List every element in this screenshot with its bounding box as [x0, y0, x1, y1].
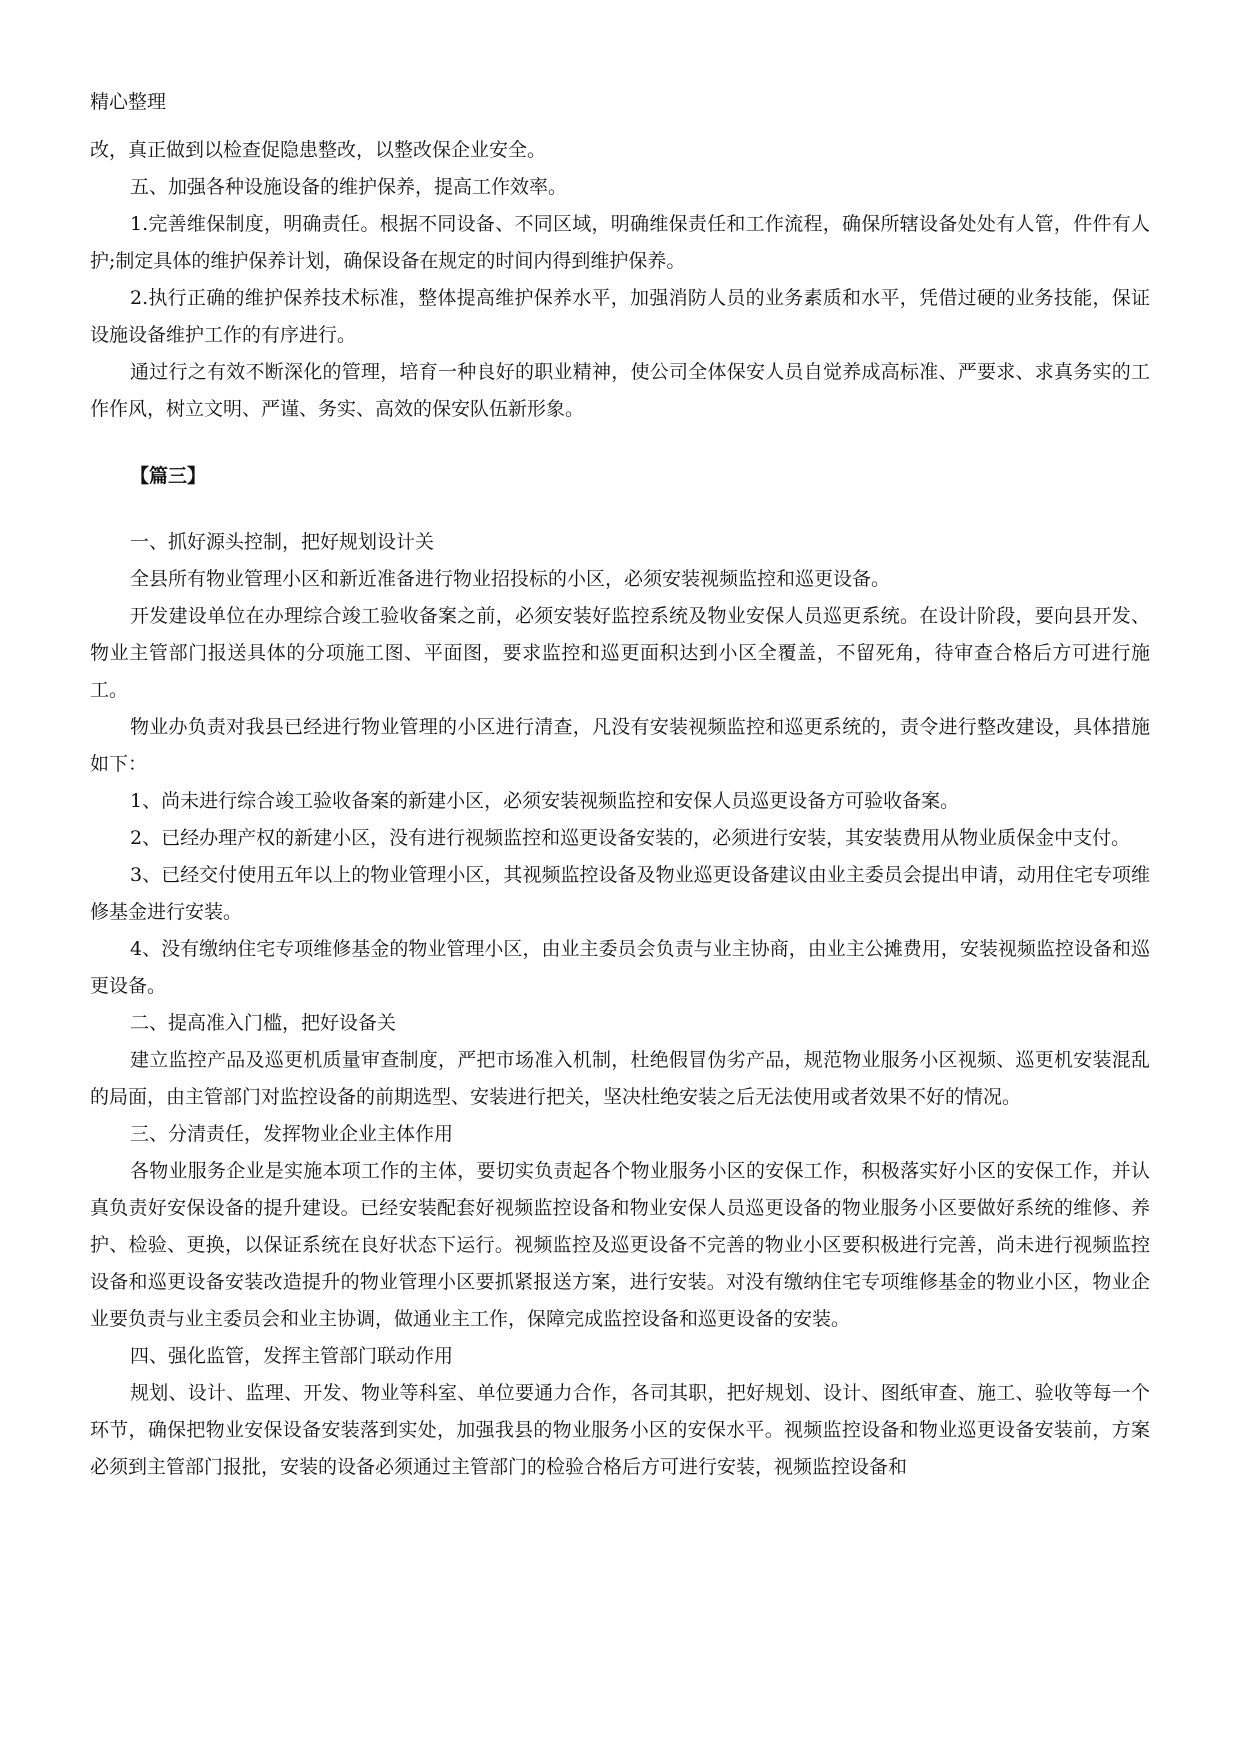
paragraph: 改，真正做到以检查促隐患整改，以整改保企业安全。: [90, 139, 547, 161]
section-three: [90, 524, 1150, 1486]
list-item: 3、已经交付使用五年以上的物业管理小区，其视频监控设备及物业巡更设备建议由业主委员会提出申请，动用住宅专项维修基金进行安装。: [90, 864, 1150, 923]
page-header: 精心整理: [90, 91, 167, 113]
paragraph: 2.执行正确的维护保养技术标准，整体提高维护保养水平，加强消防人员的业务素质和水平，凭借过硬的业务技能，保证设施设备维护工作的有序进行。: [90, 287, 1150, 346]
paragraph: 通过行之有效不断深化的管理，培育一种良好的职业精神，使公司全体保安人员自觉养成高标准、严要求、求真务实的工作作风，树立文明、严谨、务实、高效的保安队伍新形象。: [90, 361, 1150, 420]
paragraph: 规划、设计、监理、开发、物业等科室、单位要通力合作，各司其职，把好规划、设计、图纸审查、施工、验收等每一个环节，确保把物业安保设备安装落到实处，加强我县的物业服务小区的安保水平。视频监控设备和物业巡更设备安装前，方案必须到主管部门报批，安装的设备必须通过主管部门的检验合格后方可进行安装，视频监控设备和: [90, 1382, 1150, 1478]
section-title: 【篇三】: [130, 465, 207, 487]
paragraph: 各物业服务企业是实施本项工作的主体，要切实负责起各个物业服务小区的安保工作，积极落实好小区的安保工作，并认真负责好安保设备的提升建设。已经安装配套好视频监控设备和物业安保人员巡更设备的物业服务小区要做好系统的维修、养护、检验、更换，以保证系统在良好状态下运行。视频监控及巡更设备不完善的物业小区要积极进行完善，尚未进行视频监控设备和巡更设备安装改造提升的物业管理小区要抓紧报送方案，进行安装。对没有缴纳住宅专项维修基金的物业小区，物业企业要负责与业主委员会和业主协调，做通业主工作，保障完成监控设备和巡更设备的安装。: [90, 1160, 1150, 1330]
list-item: 4、没有缴纳住宅专项维修基金的物业管理小区，由业主委员会负责与业主协商，由业主公摊费用，安装视频监控设备和巡更设备。: [90, 938, 1150, 997]
paragraph: 1.完善维保制度，明确责任。根据不同设备、不同区域，明确维保责任和工作流程，确保所辖设备处处有人管，件件有人护;制定具体的维护保养计划，确保设备在规定的时间内得到维护保养。: [90, 213, 1150, 272]
document-page: [90, 82, 1150, 1486]
paragraph: 物业办负责对我县已经进行物业管理的小区进行清查，凡没有安装视频监控和巡更系统的，责令进行整改建设，具体措施如下：: [90, 716, 1150, 775]
heading-paragraph: 二、提高准入门槛，把好设备关: [130, 1012, 397, 1034]
paragraph: 五、加强各种设施设备的维护保养，提高工作效率。: [130, 176, 568, 198]
heading-paragraph: 一、抓好源头控制，把好规划设计关: [130, 531, 435, 553]
paragraph: 全县所有物业管理小区和新近准备进行物业招投标的小区，必须安装视频监控和巡更设备。: [130, 568, 891, 590]
heading-paragraph: 四、强化监管，发挥主管部门联动作用: [130, 1345, 454, 1367]
paragraph: 建立监控产品及巡更机质量审查制度，严把市场准入机制，杜绝假冒伪劣产品，规范物业服务小区视频、巡更机安装混乱的局面，由主管部门对监控设备的前期选型、安装进行把关，坚决杜绝安装之后无法使用或者效果不好的情况。: [90, 1049, 1150, 1108]
paragraph: 开发建设单位在办理综合竣工验收备案之前，必须安装好监控系统及物业安保人员巡更系统。在设计阶段，要向县开发、物业主管部门报送具体的分项施工图、平面图，要求监控和巡更面积达到小区全覆盖，不留死角，待审查合格后方可进行施工。: [90, 605, 1150, 701]
list-item: 2、已经办理产权的新建小区，没有进行视频监控和巡更设备安装的，必须进行安装，其安装费用从物业质保金中支付。: [130, 827, 1131, 849]
list-item: 1、尚未进行综合竣工验收备案的新建小区，必须安装视频监控和安保人员巡更设备方可验收备案。: [130, 790, 960, 812]
heading-paragraph: 三、分清责任，发挥物业企业主体作用: [130, 1123, 454, 1145]
section-continued: [90, 132, 1150, 428]
